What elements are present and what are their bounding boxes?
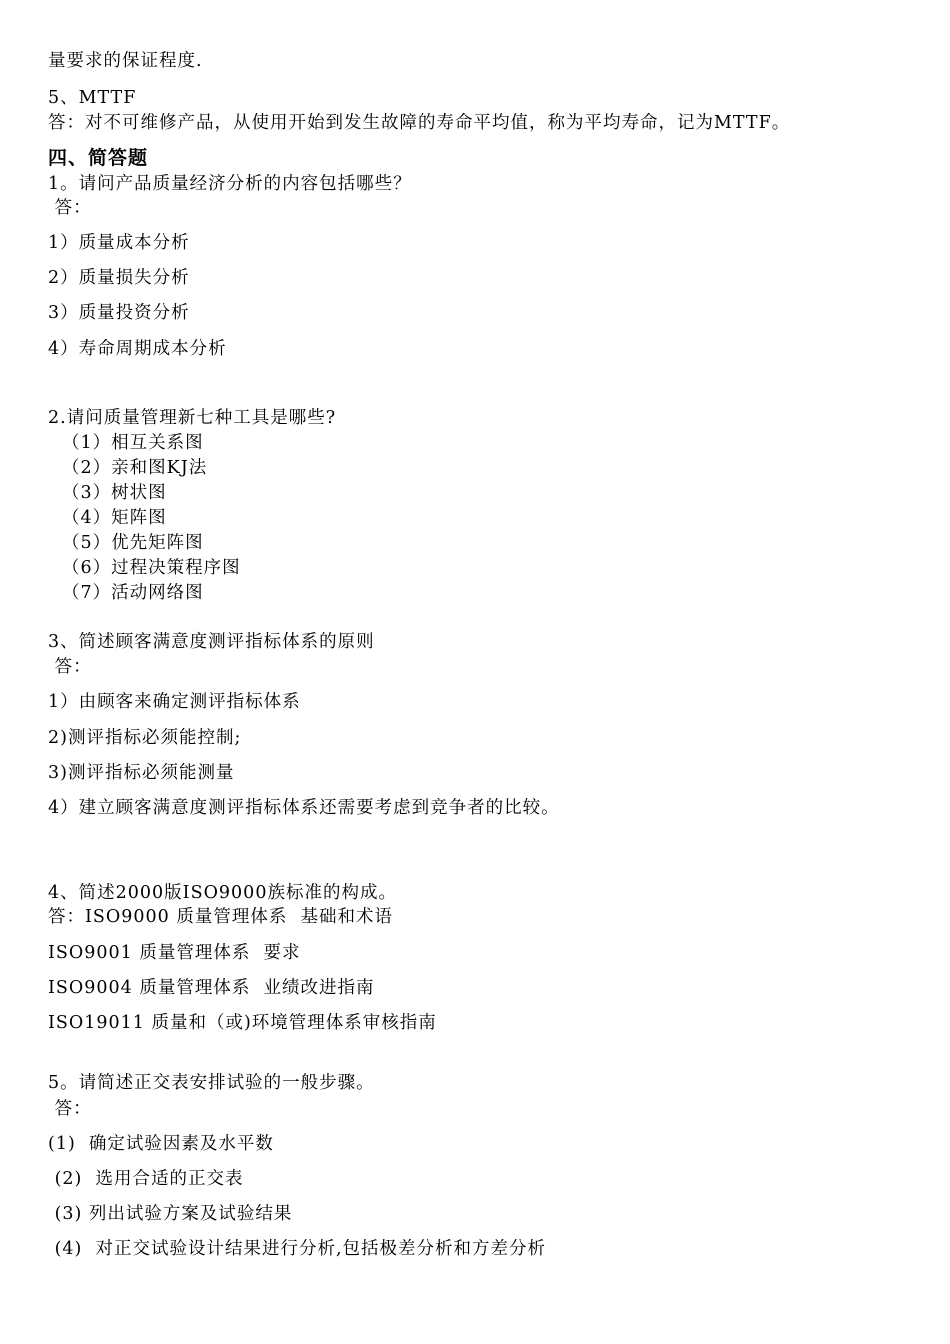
answer-line: ISO9004 质量管理体系 业绩改进指南 — [48, 978, 375, 998]
list-item: （1）相互关系图 — [62, 433, 204, 453]
list-item: (4) 对正交试验设计结果进行分析,包括极差分析和方差分析 — [48, 1239, 547, 1259]
answer-mttf: 答：对不可维修产品，从使用开始到发生故障的寿命平均值，称为平均寿命，记为MTTF。 — [48, 113, 791, 133]
section-heading: 四、简答题 — [48, 147, 149, 169]
list-item: (3) 列出试验方案及试验结果 — [48, 1204, 293, 1224]
list-item: 3）质量投资分析 — [48, 303, 190, 323]
list-item: （4）矩阵图 — [62, 508, 167, 528]
list-item: 2）质量损失分析 — [48, 268, 190, 288]
list-item: 4）建立顾客满意度测评指标体系还需要考虑到竞争者的比较。 — [48, 798, 560, 818]
answer-label: 答： — [48, 657, 92, 677]
list-item: 3)测评指标必须能测量 — [48, 763, 235, 783]
list-item: 1）由顾客来确定测评指标体系 — [48, 692, 301, 712]
question-3: 3、简述顾客满意度测评指标体系的原则 — [48, 632, 375, 652]
list-item: 4）寿命周期成本分析 — [48, 339, 227, 359]
answer-line: ISO9001 质量管理体系 要求 — [48, 943, 301, 963]
text-line: 量要求的保证程度. — [48, 51, 203, 71]
list-item: 1）质量成本分析 — [48, 233, 190, 253]
term-heading-mttf: 5、MTTF — [48, 88, 137, 108]
list-item: (2) 选用合适的正交表 — [48, 1169, 244, 1189]
list-item: （5）优先矩阵图 — [62, 533, 204, 553]
question-5: 5。请简述正交表安排试验的一般步骤。 — [48, 1073, 375, 1093]
answer-label: 答： — [48, 198, 92, 218]
question-2: 2.请问质量管理新七种工具是哪些? — [48, 408, 337, 428]
list-item: （7）活动网络图 — [62, 583, 204, 603]
answer-line: 答：ISO9000 质量管理体系 基础和术语 — [48, 907, 393, 927]
answer-label: 答： — [48, 1099, 92, 1119]
question-1: 1。请问产品质量经济分析的内容包括哪些？ — [48, 174, 412, 194]
answer-line: ISO19011 质量和（或)环境管理体系审核指南 — [48, 1013, 437, 1033]
list-item: （3）树状图 — [62, 483, 167, 503]
list-item: 2)测评指标必须能控制; — [48, 728, 242, 748]
list-item: （6）过程决策程序图 — [62, 558, 241, 578]
list-item: (1) 确定试验因素及水平数 — [48, 1134, 274, 1154]
question-4: 4、简述2000版ISO9000族标准的构成。 — [48, 883, 397, 903]
list-item: （2）亲和图KJ法 — [62, 458, 208, 478]
